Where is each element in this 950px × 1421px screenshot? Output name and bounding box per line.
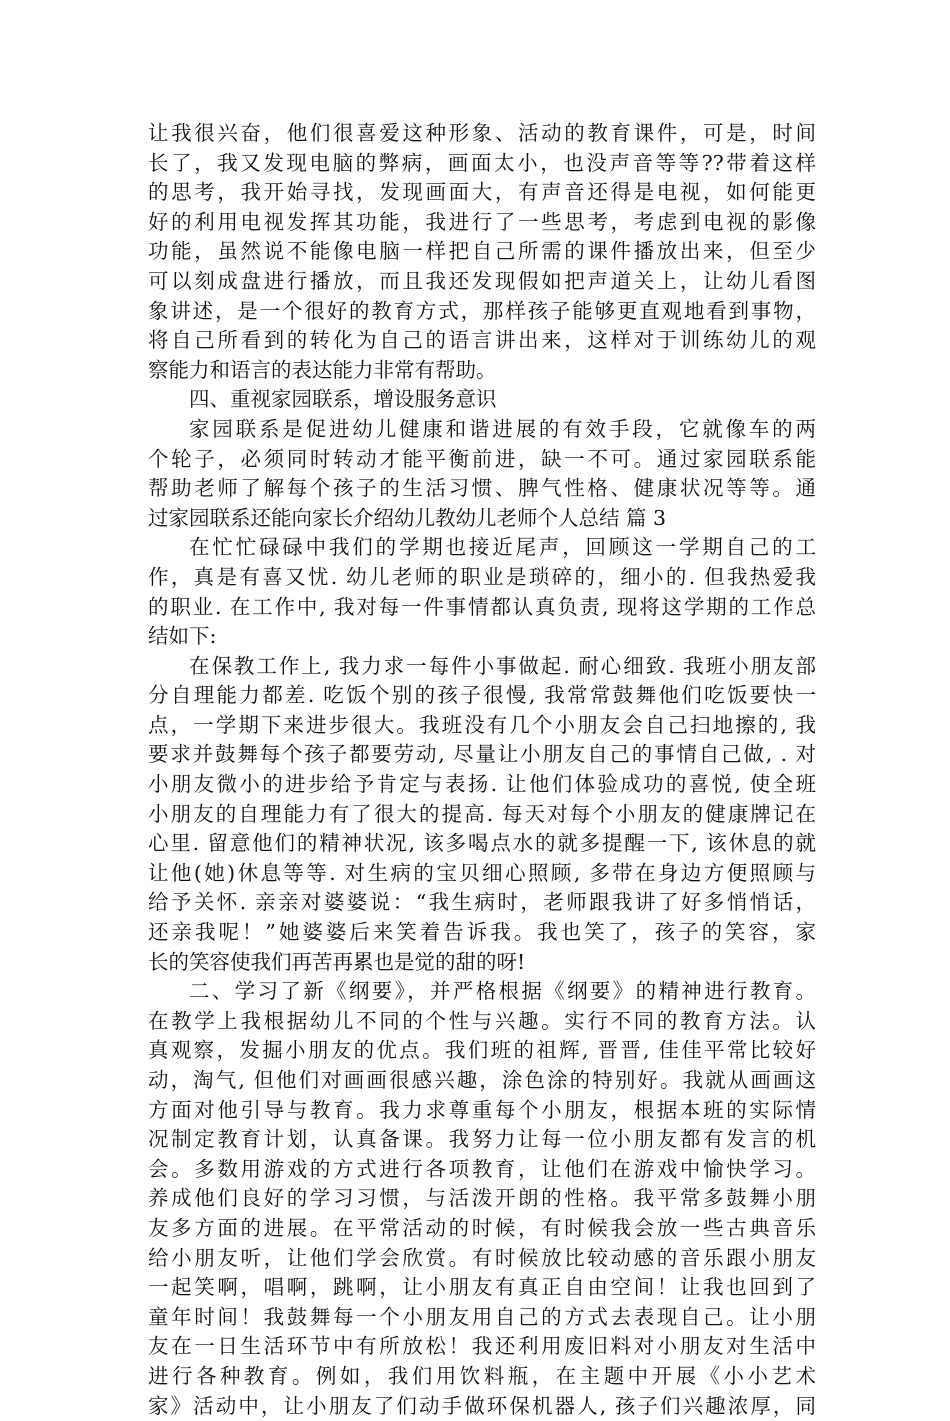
- text-line: 给小朋友听，让他们学会欣赏。有时候放比较动感的音乐跟小朋友: [148, 1245, 816, 1270]
- text-line: 在教学上我根据幼儿不同的个性与兴趣。实行不同的教育方法。认: [148, 1008, 816, 1033]
- text-line: 心里. 留意他们的精神状况, 该多喝点水的就多提醒一下, 该休息的就: [148, 831, 816, 856]
- text-line: 童年时间！我鼓舞每一个小朋友用自己的方式去表现自己。让小朋: [148, 1304, 816, 1329]
- text-line: 结如下:: [148, 624, 217, 649]
- text-line: 真观察，发掘小朋友的优点。我们班的祖辉, 晋晋, 佳佳平常比较好: [148, 1038, 816, 1063]
- text-line: 一起笑啊，唱啊，跳啊，让小朋友有真正自由空间！让我也回到了: [148, 1275, 816, 1300]
- text-line: 个轮子，必须同时转动才能平衡前进，缺一不可。通过家园联系能: [148, 446, 816, 471]
- text-line: 小朋友微小的进步给予肯定与表扬. 让他们体验成功的喜悦, 使全班: [148, 772, 816, 797]
- text-line: 会。多数用游戏的方式进行各项教育，让他们在游戏中愉快学习。: [148, 1156, 816, 1181]
- text-line: 方面对他引导与教育。我力求尊重每个小朋友，根据本班的实际情: [148, 1097, 816, 1122]
- text-line: 可以刻成盘进行播放，而且我还发现假如把声道关上，让幼儿看图: [148, 268, 816, 293]
- text-line: 将自己所看到的转化为自己的语言讲出来，这样对于训练幼儿的观: [148, 328, 816, 353]
- text-line: 二、学习了新《纲要》，并严格根据《纲要》的精神进行教育。: [189, 979, 816, 1004]
- text-line: 功能，虽然说不能像电脑一样把自己所需的课件播放出来，但至少: [148, 239, 816, 264]
- text-line: 察能力和语言的表达能力非常有帮助。: [148, 357, 497, 382]
- text-line: 过家园联系还能向家长介绍幼儿教幼儿老师个人总结 篇 3: [148, 505, 667, 530]
- text-line: 小朋友的自理能力有了很大的提高. 每天对每个小朋友的健康牌记在: [148, 801, 816, 826]
- text-line: 在保教工作上, 我力求一每件小事做起. 耐心细致. 我班小朋友部: [189, 653, 816, 678]
- text-line: 让他(她)休息等等. 对生病的宝贝细心照顾, 多带在身边方便照顾与: [148, 860, 816, 885]
- body-text: [148, 119, 816, 1421]
- text-line: 作，真是有喜又忧. 幼儿老师的职业是琐碎的，细小的. 但我热爱我: [148, 564, 816, 589]
- text-line: 动，淘气, 但他们对画画很感兴趣，涂色涂的特别好。我就从画画这: [148, 1068, 816, 1092]
- text-line: 点，一学期下来进步很大。我班没有几个小朋友会自己扫地擦的, 我: [148, 712, 816, 737]
- text-line: 的职业. 在工作中, 我对每一件事情都认真负责, 现将这学期的工作总: [148, 594, 816, 619]
- text-line: 长了，我又发现电脑的弊病，画面太小，也没声音等等??带着这样: [148, 150, 816, 175]
- text-line: 四、重视家园联系，增设服务意识: [189, 387, 497, 412]
- text-line: 好的利用电视发挥其功能，我进行了一些思考，考虑到电视的影像: [148, 209, 816, 234]
- text-line: 进行各种教育。例如，我们用饮料瓶，在主题中开展《小小艺术: [148, 1363, 816, 1388]
- text-line: 要求并鼓舞每个孩子都要劳动, 尽量让小朋友自己的事情自己做, . 对: [148, 742, 816, 767]
- text-line: 给予关怀. 亲亲对婆婆说：“我生病时，老师跟我讲了好多悄悄话，: [148, 890, 816, 915]
- text-line: 帮助老师了解每个孩子的生活习惯、脾气性格、健康状况等等。通: [148, 476, 816, 501]
- text-line: 在忙忙碌碌中我们的学期也接近尾声，回顾这一学期自己的工: [189, 535, 816, 560]
- text-line: 让我很兴奋，他们很喜爱这种形象、活动的教育课件，可是，时间: [148, 121, 816, 145]
- text-line: 友在一日生活环节中有所放松！我还利用废旧料对小朋友对生活中: [148, 1334, 816, 1359]
- text-line: 长的笑容使我们再苦再累也是觉的甜的呀!: [148, 949, 526, 974]
- text-line: 家园联系是促进幼儿健康和谐进展的有效手段，它就像车的两: [189, 416, 816, 441]
- text-line: 象讲述，是一个很好的教育方式，那样孩子能够更直观地看到事物，: [148, 298, 816, 323]
- text-line: 家》活动中，让小朋友了们动手做环保机器人, 孩子们兴趣浓厚，同: [148, 1393, 816, 1418]
- text-line: 的思考，我开始寻找，发现画面大，有声音还得是电视，如何能更: [148, 180, 816, 205]
- text-line: 友多方面的进展。在平常活动的时候，有时候我会放一些古典音乐: [148, 1215, 816, 1240]
- text-line: 分自理能力都差. 吃饭个别的孩子很慢, 我常常鼓舞他们吃饭要快一: [148, 683, 816, 708]
- text-line: 况制定教育计划，认真备课。我努力让每一位小朋友都有发言的机: [148, 1127, 816, 1152]
- text-line: 还亲我呢！”她婆婆后来笑着告诉我。我也笑了，孩子的笑容，家: [148, 920, 816, 945]
- text-line: 养成他们良好的学习习惯，与活泼开朗的性格。我平常多鼓舞小朋: [148, 1186, 816, 1211]
